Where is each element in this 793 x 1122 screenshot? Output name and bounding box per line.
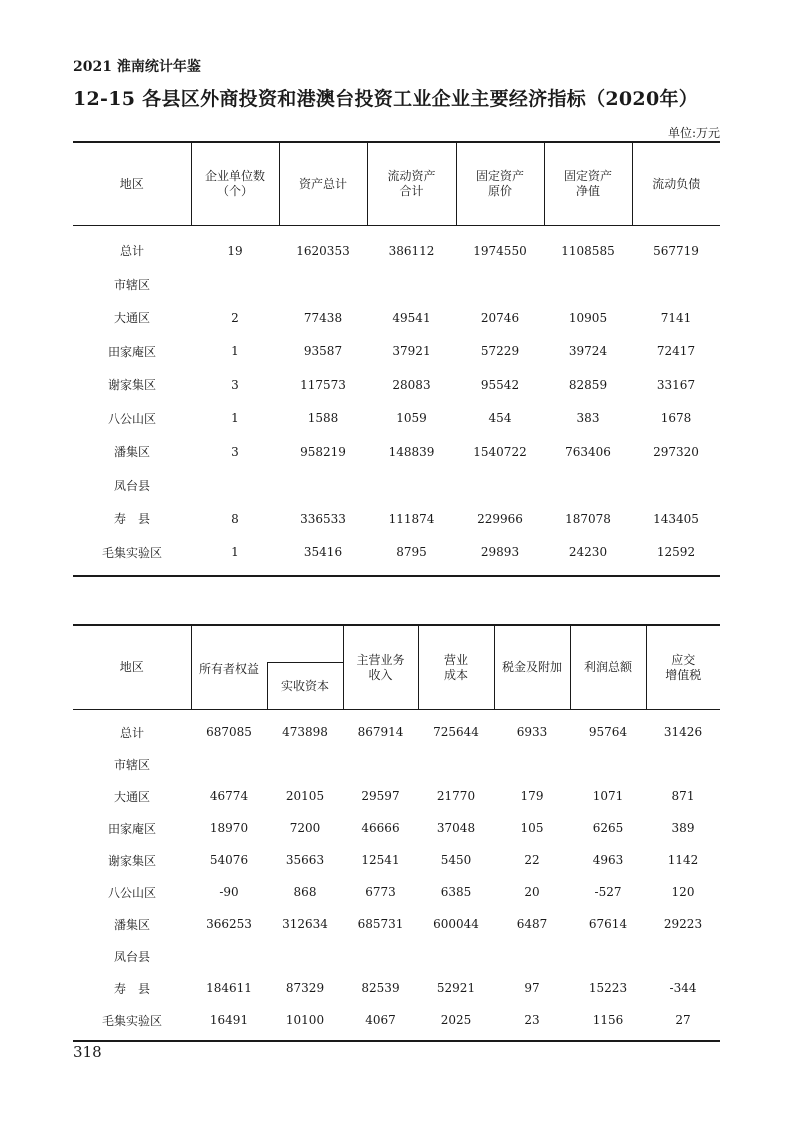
value-cell: 4067 [365,1013,396,1027]
assets-table [73,141,720,577]
value-cell [367,469,456,503]
value-cell: 10905 [568,310,608,325]
table-row [73,1004,720,1041]
table-row [73,502,720,536]
table-row [73,940,720,972]
table1-body [73,226,720,577]
region-cell: 潘集区 [113,445,150,460]
value-cell: 31426 [663,725,703,739]
value-cell [367,268,456,302]
value-cell: 685731 [357,917,404,931]
value-cell: 27 [675,1013,691,1027]
value-cell: 1620353 [296,243,350,258]
value-cell: 297320 [653,444,699,459]
table-row [73,972,720,1004]
value-cell: 389 [671,821,695,835]
header-total-assets: 资产总计 [279,142,367,226]
table-row [73,402,720,436]
region-cell: 总计 [119,725,144,740]
value-cell: 4963 [592,853,624,867]
value-cell: -527 [594,885,622,899]
value-cell: 7141 [660,310,692,325]
value-cell: 23 [524,1013,540,1027]
value-cell: 2025 [440,1013,472,1027]
value-cell [418,748,494,780]
value-cell: 24230 [568,545,608,560]
value-cell: 148839 [388,444,435,459]
value-cell: 95542 [480,377,520,392]
header-owner-equity: 所有者权益 [191,625,267,710]
equity-table [73,624,720,1042]
region-cell: 田家庵区 [107,344,156,359]
value-cell: 1974550 [473,243,527,258]
value-cell: 229966 [477,511,523,526]
value-cell: 87329 [285,981,325,995]
value-cell: 46774 [209,789,249,803]
value-cell [418,940,494,972]
value-cell: 37048 [436,821,476,835]
value-cell: 20105 [285,789,325,803]
value-cell: 120 [671,885,695,899]
value-cell: 1 [231,344,239,359]
table-row [73,908,720,940]
value-cell: 97 [524,981,540,995]
value-cell: -344 [669,981,697,995]
value-cell: 93587 [303,344,343,359]
region-cell: 毛集实验区 [101,1013,162,1028]
value-cell: 18970 [209,821,249,835]
table2-header-row-1 [73,625,720,663]
value-cell: 366253 [206,917,252,931]
value-cell [191,268,279,302]
header-total-profit: 利润总额 [570,625,646,710]
header-main-revenue: 主营业务 收入 [343,625,418,710]
value-cell: 29597 [361,789,400,803]
region-cell: 大通区 [113,311,150,326]
value-cell: 33167 [656,377,696,392]
value-cell: 10100 [285,1013,325,1027]
region-cell: 谢家集区 [107,378,156,393]
value-cell: 35416 [303,545,343,560]
value-cell: 6385 [440,885,472,899]
header-operating-cost: 营业 成本 [418,625,494,710]
page-number: 318 [73,1043,102,1061]
value-cell: 3 [231,377,239,392]
header-paid-in-blank [267,625,343,663]
value-cell [279,268,367,302]
value-cell: 2 [231,310,239,325]
value-cell [267,940,343,972]
value-cell: 29223 [663,917,703,931]
value-cell [646,748,720,780]
value-cell [343,748,418,780]
value-cell: 725644 [433,725,479,739]
region-cell: 寿 县 [113,512,150,527]
region-cell: 寿 县 [113,981,150,996]
header-enterprise-count: 企业单位数 （个） [191,142,279,226]
value-cell: 336533 [300,511,346,526]
value-cell: 454 [488,411,512,426]
table-row [73,268,720,302]
value-cell: 1 [231,545,239,560]
value-cell [570,748,646,780]
value-cell: 871 [671,789,695,803]
table-row [73,536,720,577]
region-cell: 八公山区 [107,411,156,426]
value-cell: 117573 [300,377,346,392]
table-row [73,368,720,402]
value-cell [632,268,720,302]
value-cell [191,940,267,972]
value-cell: 12592 [656,545,696,560]
value-cell [570,940,646,972]
region-cell: 市辖区 [113,277,150,292]
value-cell: 52921 [436,981,476,995]
value-cell: 1678 [660,411,692,426]
table-row [73,469,720,503]
value-cell [646,940,720,972]
region-cell: 潘集区 [113,917,150,932]
value-cell [456,268,544,302]
value-cell [456,469,544,503]
value-cell: 6773 [365,885,396,899]
value-cell: 867914 [357,725,404,739]
value-cell: 37921 [392,344,431,359]
table-row [73,435,720,469]
value-cell: 473898 [282,725,328,739]
value-cell: 687085 [206,725,252,739]
value-cell: 77438 [303,310,343,325]
table1-header-row [73,142,720,226]
value-cell [191,469,279,503]
value-cell [267,748,343,780]
value-cell [632,469,720,503]
value-cell: 179 [520,789,544,803]
value-cell [494,748,570,780]
book-title: 2021 淮南统计年鉴 [73,59,201,75]
value-cell: 1108585 [561,243,615,258]
value-cell: 72417 [656,344,696,359]
header-region: 地区 [73,142,191,226]
value-cell: 29893 [480,545,520,560]
table-row [73,780,720,812]
value-cell: 57229 [480,344,520,359]
table-row [73,226,720,268]
value-cell: 312634 [282,917,328,931]
value-cell: 1588 [307,411,339,426]
table-row [73,710,720,749]
table-row [73,812,720,844]
region-cell: 谢家集区 [107,853,156,868]
region-cell: 大通区 [113,789,150,804]
value-cell: 567719 [653,243,699,258]
header-fixed-assets-original: 固定资产 原价 [456,142,544,226]
value-cell: 763406 [565,444,611,459]
value-cell: 67614 [588,917,628,931]
region-cell: 毛集实验区 [101,545,162,560]
value-cell: 16491 [209,1013,249,1027]
value-cell: 95764 [588,725,628,739]
header-current-assets: 流动资产 合计 [367,142,456,226]
region-cell: 凤台县 [113,949,150,964]
header-paid-in-capital: 实收资本 [267,663,343,710]
value-cell: 6933 [516,725,548,739]
value-cell: 3 [231,444,239,459]
header-vat-payable: 应交 增值税 [646,625,720,710]
value-cell: 20746 [480,310,520,325]
value-cell: 1156 [592,1013,624,1027]
region-cell: 凤台县 [113,478,150,493]
table-title: 12-15 各县区外商投资和港澳台投资工业企业主要经济指标（2020年） [73,88,699,110]
value-cell: 600044 [433,917,479,931]
value-cell: 21770 [436,789,476,803]
value-cell [279,469,367,503]
value-cell: 54076 [209,853,249,867]
table-row [73,301,720,335]
value-cell: 184611 [206,981,252,995]
value-cell: 1059 [396,411,427,426]
value-cell: 22 [524,853,540,867]
value-cell: 82539 [361,981,400,995]
value-cell: 383 [576,411,600,426]
value-cell: 1540722 [473,444,527,459]
value-cell: 15223 [588,981,628,995]
value-cell [494,940,570,972]
value-cell: 12541 [361,853,400,867]
header-current-liabilities: 流动负债 [632,142,720,226]
value-cell: 111874 [388,511,435,526]
table-row [73,748,720,780]
header-taxes: 税金及附加 [494,625,570,710]
value-cell: -90 [219,885,239,899]
region-cell: 市辖区 [113,757,150,772]
value-cell: 105 [520,821,544,835]
value-cell: 82859 [568,377,608,392]
value-cell: 386112 [388,243,435,258]
region-cell: 总计 [119,244,144,259]
value-cell: 5450 [440,853,472,867]
value-cell: 8 [231,511,239,526]
value-cell: 1071 [592,789,624,803]
value-cell: 958219 [300,444,346,459]
value-cell [544,268,632,302]
value-cell: 7200 [289,821,321,835]
value-cell: 1 [231,411,239,426]
value-cell: 28083 [392,377,431,392]
value-cell: 35663 [285,853,325,867]
value-cell: 6265 [592,821,624,835]
region-cell: 八公山区 [107,885,156,900]
header2-region: 地区 [73,625,191,710]
value-cell [544,469,632,503]
value-cell: 49541 [392,310,431,325]
header-fixed-assets-net: 固定资产 净值 [544,142,632,226]
value-cell: 6487 [516,917,548,931]
table-row [73,335,720,369]
value-cell: 187078 [565,511,611,526]
value-cell: 19 [227,243,243,258]
value-cell: 143405 [653,511,699,526]
region-cell: 田家庵区 [107,821,156,836]
table-row [73,876,720,908]
table-row [73,844,720,876]
unit-label: 单位:万元 [667,126,720,140]
value-cell [343,940,418,972]
value-cell: 39724 [568,344,608,359]
value-cell: 1142 [667,853,699,867]
value-cell: 8795 [396,545,427,560]
value-cell: 46666 [361,821,400,835]
table2-body [73,710,720,1042]
value-cell [191,748,267,780]
value-cell: 868 [293,885,317,899]
value-cell: 20 [524,885,540,899]
